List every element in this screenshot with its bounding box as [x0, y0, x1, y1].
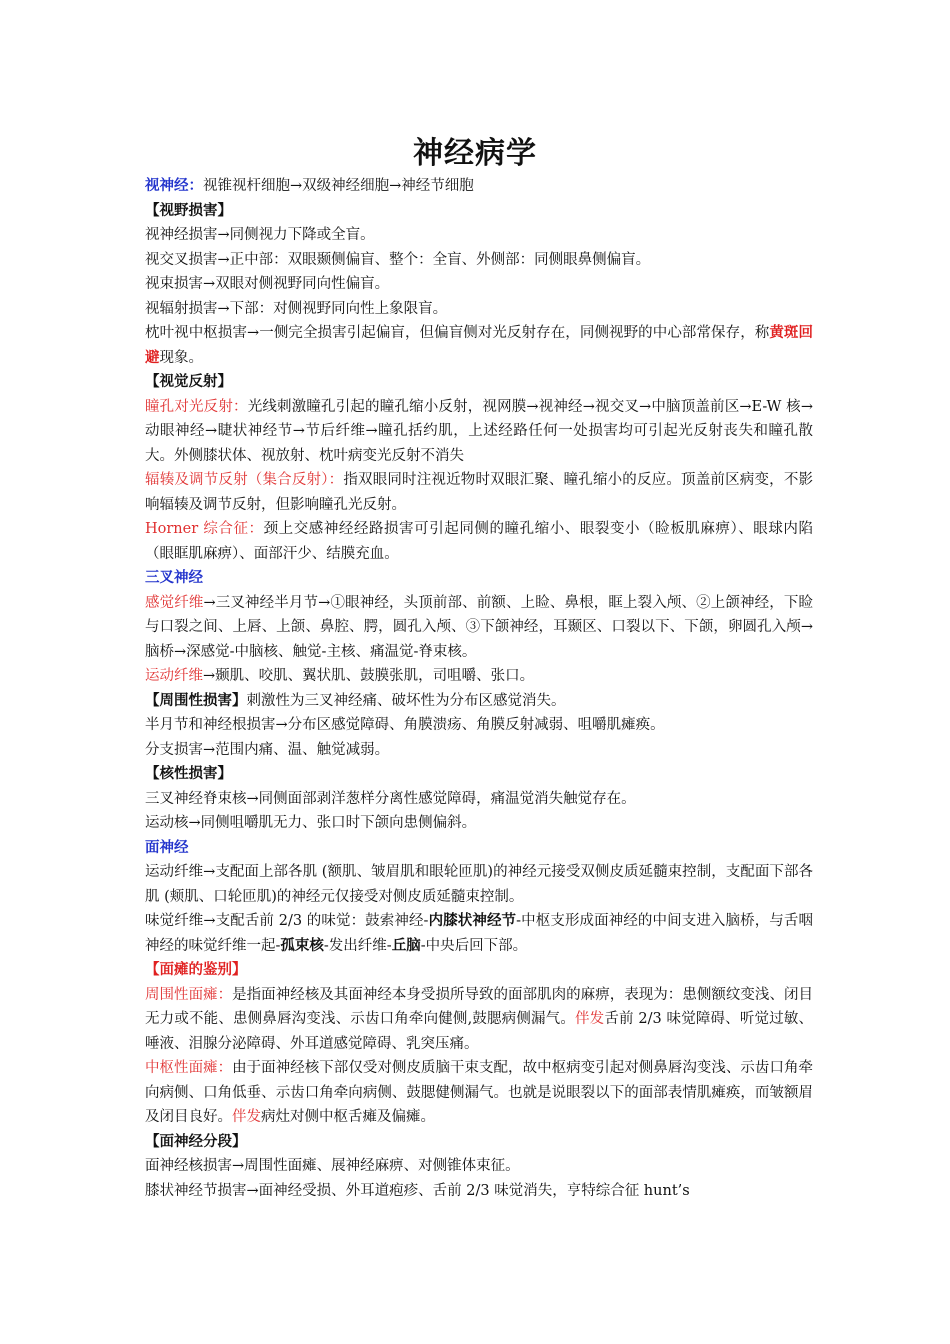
paragraph: 运动纤维→颞肌、咬肌、翼状肌、鼓膜张肌，司咀嚼、张口。 — [145, 668, 535, 684]
paragraph: 视交叉损害→正中部：双眼颞侧偏盲、整个：全盲、外侧部：同侧眼鼻侧偏盲。 — [145, 251, 651, 268]
document-body — [145, 174, 813, 1203]
macular-sparing-term: 黄斑回避 — [145, 324, 813, 366]
paragraph: 瞳孔对光反射：光线刺激瞳孔引起的瞳孔缩小反射，视网膜→视神经→视交叉→中脑顶盖前区→E-W 核→动眼神经→睫状神经节→节后纤维→瞳孔括约肌，上述经路任何一处损害均可引起光反射丧失和瞳孔散大。外侧膝状体、视放射、枕叶病变光反射不消失 — [145, 398, 814, 464]
paragraph: 视辐射损害→下部：对侧视野同向性上象限盲。 — [145, 300, 448, 317]
paragraph: 视束损害→双眼对侧视野同向性偏盲。 — [145, 276, 390, 292]
paragraph: 半月节和神经根损害→分布区感觉障碍、角膜溃疡、角膜反射减弱、咀嚼肌瘫痪。 — [145, 717, 665, 733]
paragraph: 运动核→同侧咀嚼肌无力、张口时下颌向患侧偏斜。 — [145, 815, 477, 831]
visual-reflex-heading: 【视觉反射】 — [145, 373, 232, 390]
term-label: 运动纤维 — [145, 668, 203, 684]
paragraph: 周围性面瘫：是指面神经核及其面神经本身受损所导致的面部肌肉的麻痹，表现为：患侧额纹变浅、闭目无力或不能、患侧鼻唇沟变浅、示齿口角牵向健侧,鼓腮病侧漏气。伴发舌前 2/3 味觉障碍、听觉过敏、唾液、泪腺分泌障碍、外耳道感觉障碍、乳突压痛。 — [145, 986, 814, 1052]
optic-nerve-line: 视神经：视锥视杆细胞→双级神经细胞→神经节细胞 — [145, 177, 474, 194]
facial-palsy-diff-heading: 【面瘫的鉴别】 — [145, 961, 247, 978]
term-label: Horner 综合征： — [145, 521, 264, 537]
term-label: 瞳孔对光反射： — [145, 398, 248, 415]
term-label: 辐辏及调节反射（集合反射）： — [145, 472, 344, 488]
paragraph: Horner 综合征：颈上交感神经经路损害可引起同侧的瞳孔缩小、眼裂变小（睑板肌麻痹）、眼球内陷（眼眶肌麻痹）、面部汗少、结膜充血。 — [145, 521, 813, 562]
paragraph: 【周围性损害】刺激性为三叉神经痛、破坏性为分布区感觉消失。 — [145, 691, 566, 709]
trigeminal-heading: 三叉神经 — [145, 569, 203, 586]
paragraph: 中枢性面瘫：由于面神经核下部仅受对侧皮质脑干束支配，故中枢病变引起对侧鼻唇沟变浅、示齿口角牵向病侧、口角低垂、示齿口角牵向病侧、鼓腮健侧漏气。也就是说眼裂以下的面部表情肌瘫痪，而皱额眉及闭目良好。伴发病灶对侧中枢舌瘫及偏瘫。 — [145, 1060, 814, 1125]
paragraph: 味觉纤维→支配舌前 2/3 的味觉：鼓索神经-内膝状神经节-中枢支形成面神经的中间支进入脑桥，与舌咽神经的味觉纤维一起-孤束核-发出纤维-丘脑-中央后回下部。 — [145, 912, 814, 954]
paragraph: 三叉神经脊束核→同侧面部剥洋葱样分离性感觉障碍，痛温觉消失触觉存在。 — [145, 790, 636, 807]
visual-field-heading: 【视野损害】 — [145, 201, 232, 219]
facial-segment-heading: 【面神经分段】 — [145, 1132, 247, 1150]
nuclear-lesion-heading: 【核性损害】 — [145, 765, 232, 782]
paragraph: 视神经损害→同侧视力下降或全盲。 — [145, 227, 375, 243]
page-title: 神经病学 — [413, 136, 537, 171]
optic-nerve-heading: 视神经： — [145, 177, 203, 194]
term-label: 感觉纤维 — [145, 594, 204, 611]
paragraph: 面神经核损害→周围性面瘫、展神经麻痹、对侧锥体束征。 — [145, 1158, 520, 1174]
paragraph: 运动纤维→支配面上部各肌 (额肌、皱眉肌和眼轮匝肌)的神经元接受双侧皮质延髓束控制，支配面下部各肌 (颊肌、口轮匝肌)的神经元仅接受对侧皮质延髓束控制。 — [145, 864, 813, 905]
peripheral-lesion-heading: 【周围性损害】 — [145, 691, 247, 709]
paragraph: 辐辏及调节反射（集合反射）：指双眼同时注视近物时双眼汇聚、瞳孔缩小的反应。顶盖前区病变，不影响辐辏及调节反射，但影响瞳孔光反射。 — [145, 472, 814, 513]
facial-nerve-heading: 面神经 — [145, 838, 189, 856]
paragraph: 枕叶视中枢损害→一侧完全损害引起偏盲，但偏盲侧对光反射存在，同侧视野的中心部常保存，称黄斑回避现象。 — [145, 324, 813, 366]
term-label: 中枢性面瘫： — [145, 1060, 233, 1076]
term-label: 周围性面瘫： — [145, 986, 233, 1003]
paragraph: 分支损害→范围内痛、温、触觉减弱。 — [145, 741, 390, 758]
paragraph: 感觉纤维→三叉神经半月节→①眼神经，头顶前部、前额、上睑、鼻根，眶上裂入颅、②上颌神经，下睑与口裂之间、上唇、上颌、鼻腔、腭，圆孔入颅、③下颌神经，耳颞区、口裂以下、下颌，卵圆孔入颅→脑桥→深感觉-中脑核、触觉-主核、痛温觉-脊束核。 — [145, 594, 814, 660]
paragraph: 膝状神经节损害→面神经受损、外耳道疱疹、舌前 2/3 味觉消失，亨特综合征 hunt’s — [145, 1182, 690, 1199]
